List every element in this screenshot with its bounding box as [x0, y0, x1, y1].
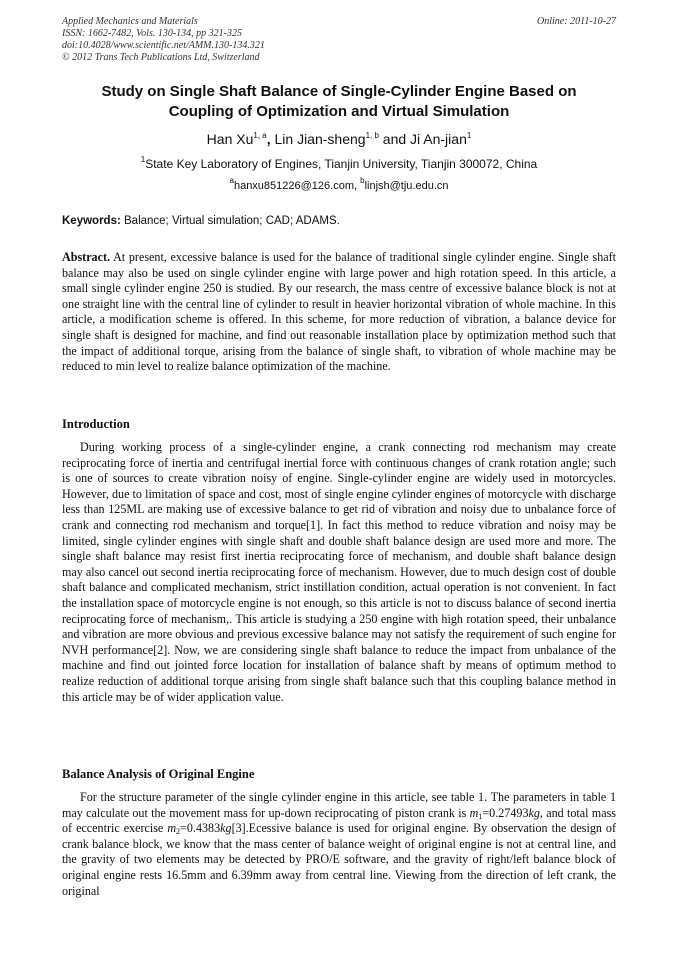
- journal-copyright: © 2012 Trans Tech Publications Ltd, Switzerland: [62, 52, 260, 63]
- keywords-text: Balance; Virtual simulation; CAD; ADAMS.: [124, 215, 340, 227]
- author-3: Ji An-jian: [410, 131, 467, 147]
- author-list: Han Xu$^{1, a}$, Lin Jian-sheng$^{1, b}$ and Ji An-jian$^1$: [206, 131, 472, 147]
- abstract: [62, 250, 616, 375]
- balance-analysis-heading: Balance Analysis of Original Engine: [62, 767, 255, 781]
- author-1: Han Xu: [206, 131, 254, 147]
- keywords: [62, 214, 616, 228]
- balance-analysis-paragraph: For the structure parameter of the single cylinder engine in this article, see table 1. The parameters in table 1 may calculate out the movement mass for up-down reciprocating of piston crank is $m_1=0.27493kg$, and total mass of eccentric exercise $m_2=0.4383kg[3].Ecessive$ balance is used for original engine. By observation the design of crank balance block, we know that the mass center of balance weight of original engine is not at central line, and the gravity of two elements may be detected by PRO/E software, and the gravity of right/left balance block of original engine rests 16.5mm and 6.39mm away from central line. Viewing from the direction of left crank, the original: [62, 790, 616, 898]
- title-line-2: Coupling of Optimization and Virtual Simulation: [168, 103, 510, 120]
- email-a[interactable]: hanxu851226@126.com,: [233, 180, 358, 192]
- author-emails: [62, 176, 616, 193]
- email-b-marker: b: [360, 176, 365, 185]
- journal-doi: doi:10.4028/www.scientific.net/AMM.130-134.321: [62, 40, 265, 51]
- abstract-label: Abstract.: [62, 250, 111, 264]
- author-3-affil: 1: [466, 131, 472, 140]
- title-line-1: Study on Single Shaft Balance of Single-Cylinder Engine Based on: [101, 83, 577, 100]
- symbol-m2: m: [167, 821, 177, 836]
- affiliation: [62, 157, 616, 172]
- journal-name: Applied Mechanics and Materials: [62, 16, 198, 27]
- abstract-text: At present, excessive balance is used for the balance of traditional single cylinder engine. Single shaft balance may also be used on single cylinder engine with large power and high rotation speed. In this article, a small single cylinder engine 250 is studied. By our research, the mass centre of excessive balance block is not at one straight line with the central line of cylinder to result in heavier horizontal vibration of whole machine. In this article, a modification scheme is offered. In this scheme, for more reduction of vibration, a balance device for single shaft is designed for machine, and find out reasonable installation place by optimization method such that the impact of additional torque, arising from the balance of single shaft, to vibration of whole machine may be reduced to min level to realize balance optimization of the machine.: [62, 250, 617, 374]
- journal-header: [62, 16, 265, 64]
- introduction-heading: Introduction: [62, 417, 130, 431]
- affiliation-marker: 1: [140, 155, 146, 164]
- keywords-label: Keywords:: [62, 215, 121, 227]
- email-a-marker: a: [229, 176, 234, 185]
- introduction-paragraph: During working process of a single-cylinder engine, a crank connecting rod mechanism may create reciprocating force of inertia and centrifugal inertial force with continuous changes of crank rotation angle; such is one of sources to create vibration noisy of engine. Single-cylinder engine are widely used in motorcycles. However, due to limitation of space and cost, most of single engine cylinder engines of motorcycle with discharge less than 125ML are making use of excessive balance to get rid of vibration and noisy due to unbalance force of crank and connecting rod mechanism and torque[1]. In fact this method to reduce vibration and noisy may be limited, single cylinder engines with single shaft and double shaft balance design are used more and more. The single shaft balance may resist first inertia reciprocating force of mechanism, and double shaft balance design may also cancel out second inertia reciprocating force of mechanism. However, due to much design cost of double shaft balance and complicated mechanism, strict instillation condition, actual operation is not convenient. In fact the installation space of motorcycle engine is not enough, so this article is not to discuss balance of second inertia reciprocating force of mechanism,. This article is studying a 250 engine with high rotation speed, their unbalance and vibration are more obvious and previous excessive balance may not satisfy the requirement of such engine for NVH performance[2]. Now, we are considering single shaft balance to reduce the impact from unbalance of the machine and find out jointed force location for installation of balance shaft by means of optimum method to realize reduction of additional torque arising from single shaft balance such that this coupling balance method in this article may be of wider application value.: [62, 440, 616, 704]
- paper-title: [62, 82, 616, 122]
- email-b[interactable]: linjsh@tju.edu.cn: [364, 180, 449, 192]
- author-conjunction: and: [382, 131, 407, 147]
- online-date: Online: 2011-10-27: [537, 16, 616, 27]
- symbol-m1: m: [469, 805, 479, 820]
- author-2: Lin Jian-sheng: [274, 131, 366, 147]
- author-2-affil: 1, b: [365, 131, 379, 140]
- author-1-affil: 1, a: [253, 131, 267, 140]
- journal-issn: ISSN: 1662-7482, Vols. 130-134, pp 321-325: [62, 28, 242, 39]
- affiliation-text: State Key Laboratory of Engines, Tianjin University, Tianjin 300072, China: [145, 157, 538, 171]
